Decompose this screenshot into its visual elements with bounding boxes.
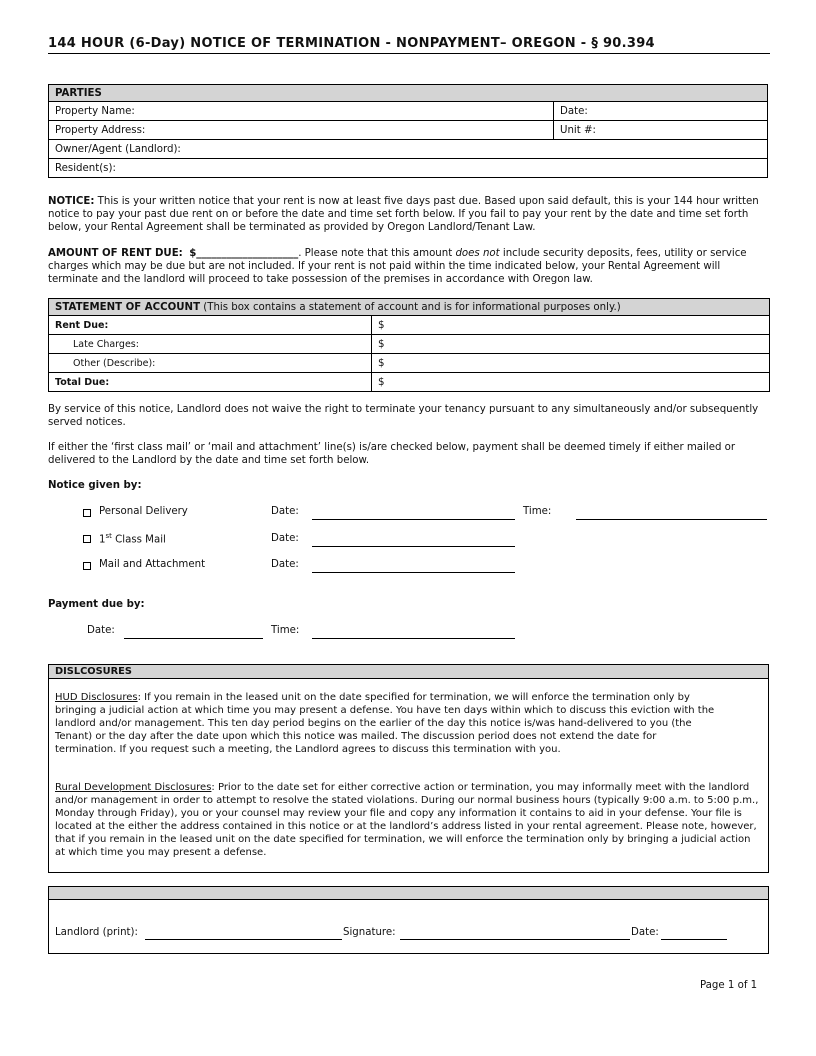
- statement-table: [48, 298, 770, 392]
- disclosures-box: [48, 664, 769, 873]
- payment-date-line[interactable]: [124, 638, 263, 639]
- parties-heading: PARTIES: [49, 85, 768, 102]
- personal-time-label: Time:: [523, 506, 552, 517]
- personal-date-label: Date:: [271, 506, 299, 517]
- statement-heading: [49, 299, 770, 316]
- document-title: 144 HOUR (6-Day) NOTICE OF TERMINATION - NONPAYMENT– OREGON - § 90.394: [48, 36, 655, 51]
- signature-box: [48, 886, 769, 954]
- parties-date-field[interactable]: Date:: [554, 102, 768, 121]
- first-class-text: Class Mail: [111, 534, 166, 546]
- payment-time-label: Time:: [271, 625, 300, 636]
- personal-delivery-checkbox[interactable]: [83, 509, 91, 517]
- payment-time-line[interactable]: [312, 638, 515, 639]
- rent-due-value[interactable]: $: [372, 316, 770, 335]
- hud-text: : If you remain in the leased unit on the date specified for termination, we will enforce the termination only by bringing a judicial action at which time you may present a defense. You have ten days within which to discuss this eviction with the landlord and/or management. This ten day period begins on the earlier of the day this notice is/was hand-delivered to you (the Tenant) or the day after the date upon which this notice was mailed. The discussion period does not extend the date for termination. If you request such a meeting, the Landlord agrees to discuss this termination with you.: [55, 692, 715, 755]
- notice-label: NOTICE:: [48, 196, 95, 207]
- notice-given-label: Notice given by:: [48, 480, 142, 491]
- first-class-num: 1: [99, 534, 106, 546]
- amount-label: AMOUNT OF RENT DUE:: [48, 248, 183, 259]
- amount-emphasis: does not: [455, 248, 500, 259]
- rd-title: Rural Development Disclosures: [55, 782, 212, 793]
- parties-table: [48, 84, 768, 178]
- unit-field[interactable]: Unit #:: [554, 121, 768, 140]
- rd-text: : Prior to the date set for either corrective action or termination, you may informally meet with the landlord and/or management in order to attempt to resolve the stated violations. During our normal business hours (typically 9:00 a.m. to 5:00 p.m., Monday through Friday), you or your counsel may review your file and copy any information it contains to aid in your defense. Your file is located at the either the address contained in this notice or at the landlord’s address listed in your rental agreement. Please note, however, that if you remain in the leased unit on the date specified for termination, we will enforce the termination only by bringing a judicial action at which time you may present a defense.: [55, 782, 759, 858]
- mail-paragraph: If either the ‘first class mail’ or ‘mail and attachment’ line(s) is/are checked below, payment shall be deemed timely if either mailed or delivered to the Landlord by the date and time set forth below.: [48, 442, 736, 466]
- signature-line[interactable]: [400, 939, 630, 940]
- first-class-mail-checkbox[interactable]: [83, 535, 91, 543]
- mail-attachment-label: Mail and Attachment: [99, 559, 206, 570]
- total-due-value[interactable]: $: [372, 373, 770, 392]
- amount-paragraph: [48, 247, 770, 286]
- hud-title: HUD Disclosures: [55, 692, 138, 703]
- personal-delivery-label: Personal Delivery: [99, 506, 188, 517]
- personal-date-line[interactable]: [312, 519, 515, 520]
- total-due-label: Total Due:: [49, 373, 372, 392]
- signature-box-header: [49, 887, 768, 900]
- first-class-mail-label: [99, 532, 166, 545]
- landlord-print-label: Landlord (print):: [55, 927, 138, 938]
- owner-agent-field[interactable]: Owner/Agent (Landlord):: [49, 140, 768, 159]
- payment-date-label: Date:: [87, 625, 115, 636]
- amount-text-a: . Please note that this amount: [298, 248, 456, 259]
- payment-due-label: Payment due by:: [48, 599, 145, 610]
- hud-disclosure: [55, 691, 715, 756]
- other-label: Other (Describe):: [49, 354, 372, 373]
- waiver-paragraph: By service of this notice, Landlord does not waive the right to terminate your tenancy pursuant to any simultaneously and/or subsequently served notices.: [48, 404, 759, 428]
- other-value[interactable]: $: [372, 354, 770, 373]
- notice-paragraph: [48, 195, 770, 234]
- late-charges-value[interactable]: $: [372, 335, 770, 354]
- notice-text: This is your written notice that your rent is now at least five days past due. Based upon said default, this is your 144 hour written notice to pay your past due rent on or before the date and time set forth below. If you fail to pay your rent by the date and time set forth below, your Rental Agreement shall be terminated as provided by Oregon Landlord/Tenant Law.: [48, 196, 759, 233]
- rd-disclosure: [55, 781, 761, 859]
- signature-date-label: Date:: [631, 927, 659, 938]
- signature-label: Signature:: [343, 927, 396, 938]
- title-rule: [48, 53, 770, 54]
- rent-due-label: Rent Due:: [49, 316, 372, 335]
- mail-date-line[interactable]: [312, 546, 515, 547]
- amount-text-b: include security deposits, fees, utility or service charges which may be due but are not included. If your rent is not paid within the time indicated below, your Rental Agreement will terminate and the landlord will proceed to take possession of the premises in accordance with Oregon law.: [48, 248, 747, 285]
- signature-date-line[interactable]: [661, 939, 727, 940]
- disclosures-heading: DISLCOSURES: [49, 665, 768, 679]
- landlord-print-line[interactable]: [145, 939, 342, 940]
- late-charges-label: Late Charges:: [49, 335, 372, 354]
- attach-date-line[interactable]: [312, 572, 515, 573]
- page-number: Page 1 of 1: [700, 980, 758, 991]
- amount-blank[interactable]: $____________________: [189, 248, 299, 259]
- attach-date-label: Date:: [271, 559, 299, 570]
- property-address-field[interactable]: Property Address:: [49, 121, 554, 140]
- statement-heading-title: STATEMENT OF ACCOUNT: [55, 301, 201, 313]
- statement-heading-note: (This box contains a statement of account and is for informational purposes only.): [200, 301, 621, 313]
- first-class-sup: st: [105, 532, 112, 540]
- mail-attachment-checkbox[interactable]: [83, 562, 91, 570]
- residents-field[interactable]: Resident(s):: [49, 159, 768, 178]
- property-name-field[interactable]: Property Name:: [49, 102, 554, 121]
- mail-date-label: Date:: [271, 533, 299, 544]
- personal-time-line[interactable]: [576, 519, 767, 520]
